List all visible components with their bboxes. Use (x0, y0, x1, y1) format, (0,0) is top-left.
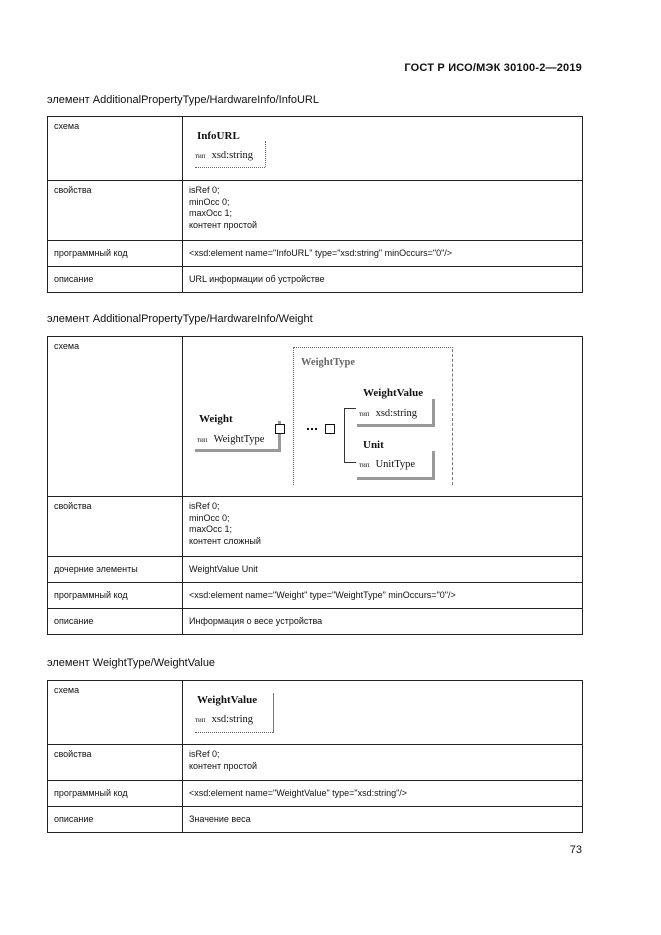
prop-line: maxOcc 1; (189, 208, 233, 219)
row-properties (48, 745, 583, 781)
scheme-diagram-cell (183, 681, 583, 745)
section-title-weightvalue: элемент WeightType/WeightValue (47, 657, 216, 669)
diagram-box-edge (195, 732, 273, 733)
diagram-box-edge (273, 693, 274, 733)
expand-toggle-icon (275, 424, 285, 434)
group-frame-edge (452, 349, 453, 485)
type-tag: тип (195, 152, 206, 160)
child-element-name: WeightValue (363, 387, 424, 399)
type-tag: тип (359, 461, 370, 469)
diagram-element-name: Weight (199, 413, 233, 425)
diagram-box-shadow (357, 424, 435, 427)
label-properties: свойства (48, 745, 183, 781)
code-value: <xsd:element name="InfoURL" type="xsd:string" minOccurs="0"/> (183, 241, 583, 267)
diagram-type-line (197, 433, 264, 447)
type-value: xsd:string (211, 150, 253, 161)
prop-line: maxOcc 1; (189, 524, 233, 535)
row-scheme (48, 117, 583, 181)
row-code (48, 241, 583, 267)
label-children: дочерние элементы (48, 557, 183, 583)
diagram-element-name: InfoURL (197, 130, 240, 142)
prop-line: minOcc 0; (189, 512, 230, 523)
row-children (48, 557, 583, 583)
label-code: программный код (48, 241, 183, 267)
spec-table-weight (47, 336, 583, 635)
row-scheme (48, 681, 583, 745)
label-code: программный код (48, 781, 183, 807)
diagram-type-line (195, 149, 253, 163)
prop-line: контент простой (189, 760, 258, 771)
group-type-name: WeightType (301, 357, 356, 368)
connector-line (344, 462, 356, 463)
label-description: описание (48, 609, 183, 635)
label-code: программный код (48, 583, 183, 609)
code-value: <xsd:element name="WeightValue" type="xsd:string"/> (183, 781, 583, 807)
label-description: описание (48, 807, 183, 833)
type-value: xsd:string (211, 714, 253, 725)
diagram-element-name: WeightValue (197, 694, 258, 706)
scheme-diagram-cell (183, 117, 583, 181)
prop-line: контент простой (189, 220, 258, 231)
type-tag: тип (195, 716, 206, 724)
child-element-name: Unit (363, 439, 384, 451)
row-description (48, 267, 583, 293)
description-value: URL информации об устройстве (183, 267, 583, 293)
label-properties: свойства (48, 497, 183, 557)
spec-table-weightvalue (47, 680, 583, 833)
description-value: Информация о весе устройства (183, 609, 583, 635)
diagram-box-shadow (432, 399, 435, 427)
diagram-box-shadow (195, 449, 281, 452)
prop-line: isRef 0; (189, 749, 220, 759)
label-scheme: схема (48, 681, 183, 745)
prop-line: isRef 0; (189, 501, 220, 511)
group-frame-edge (293, 347, 294, 485)
child-type-line (359, 458, 415, 472)
label-scheme: схема (48, 117, 183, 181)
section-title-weight: элемент AdditionalPropertyType/HardwareInfo/Weight (47, 313, 313, 325)
row-code (48, 781, 583, 807)
type-value: WeightType (213, 434, 265, 445)
row-code (48, 583, 583, 609)
description-value: Значение веса (183, 807, 583, 833)
page-number: 73 (569, 844, 582, 856)
row-description (48, 609, 583, 635)
type-value: UnitType (375, 459, 416, 470)
label-properties: свойства (48, 181, 183, 241)
prop-line: minOcc 0; (189, 196, 230, 207)
children-value: WeightValue Unit (183, 557, 583, 583)
group-frame-edge (293, 347, 453, 348)
type-tag: тип (197, 436, 208, 444)
properties-value (183, 745, 583, 781)
diagram-type-line (195, 713, 253, 727)
properties-value (183, 181, 583, 241)
diagram-box-shadow (432, 451, 435, 480)
prop-line: isRef 0; (189, 185, 220, 195)
type-tag: тип (359, 410, 370, 418)
complex-type-diagram-weight (189, 341, 576, 489)
connector-line (344, 408, 356, 409)
prop-line: контент сложный (189, 536, 261, 547)
row-properties (48, 497, 583, 557)
element-diagram-infourl (189, 121, 576, 173)
code-value: <xsd:element name="Weight" type="WeightType" minOccurs="0"/> (183, 583, 583, 609)
page-header-doc-id: ГОСТ Р ИСО/МЭК 30100-2—2019 (404, 62, 582, 74)
choice-connector-icon (325, 424, 335, 434)
properties-value (183, 497, 583, 557)
row-properties (48, 181, 583, 241)
diagram-box-edge (195, 167, 265, 168)
row-description (48, 807, 583, 833)
spec-table-infourl (47, 116, 583, 293)
scheme-diagram-cell (183, 337, 583, 497)
label-description: описание (48, 267, 183, 293)
element-diagram-weightvalue (189, 685, 576, 737)
sequence-compositor-icon (307, 428, 317, 434)
connector-line (344, 408, 345, 463)
diagram-box-edge (265, 141, 266, 167)
label-scheme: схема (48, 337, 183, 497)
diagram-box-shadow (357, 477, 435, 480)
section-title-infourl: элемент AdditionalPropertyType/HardwareInfo/InfoURL (47, 94, 319, 106)
row-scheme (48, 337, 583, 497)
child-type-line (359, 407, 417, 421)
type-value: xsd:string (375, 408, 417, 419)
